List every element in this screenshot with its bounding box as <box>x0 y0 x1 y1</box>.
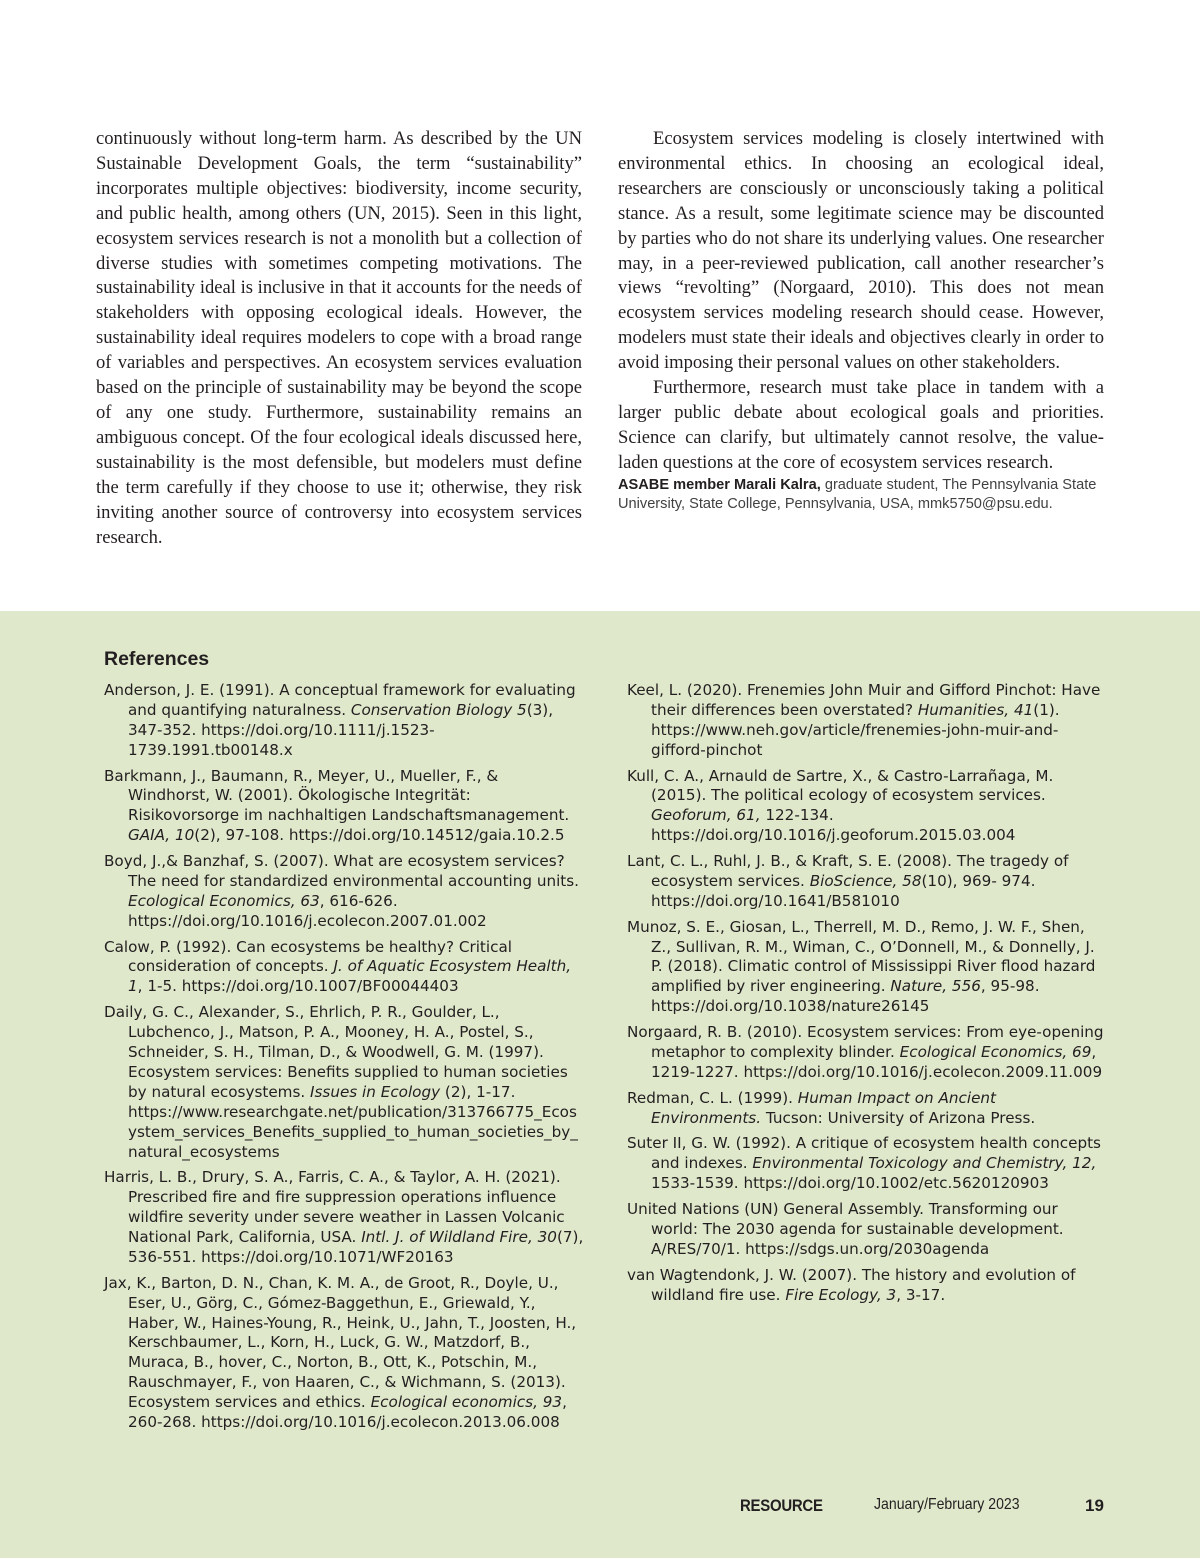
references-column-left <box>104 681 584 1439</box>
reference-text: Keel, L. (2020). Frenemies John Muir and Gifford Pinchot: Have their differences been overstated? <box>627 681 1101 719</box>
author-name: ASABE member Marali Kalra, <box>618 476 821 493</box>
reference-text: , 616-626. https://doi.org/10.1016/j.ecolecon.2007.01.002 <box>128 891 487 930</box>
reference-source: Nature, 556 <box>890 977 981 996</box>
reference-entry <box>627 1266 1107 1306</box>
reference-text: 122-134. https://doi.org/10.1016/j.geoforum.2015.03.004 <box>651 806 1016 845</box>
reference-source: GAIA, 10 <box>128 826 195 845</box>
page-number: 19 <box>1085 1496 1104 1515</box>
reference-entry <box>627 1134 1107 1194</box>
reference-text: Lant, C. L., Ruhl, J. B., & Kraft, S. E. (2008). The tragedy of ecosystem services. <box>627 852 1069 890</box>
reference-text: Jax, K., Barton, D. N., Chan, K. M. A., de Groot, R., Doyle, U., Eser, U., Görg, C., Gómez-Baggethun, E., Griewald, Y., Haber, W., Haines-Young, R., Heink, U., Jahn, T., Joosten, H., Kerschbaumer, L., Korn, H., Luck, G. W., Matzdorf, B., Muraca, B., hover, C., Norton, B., Ott, K., Potschin, M., Rauschmayer, F., von Haaren, C., & Wichmann, S. (2013). Ecosystem services and ethics. <box>104 1273 577 1412</box>
reference-text: Harris, L. B., Drury, S. A., Farris, C. A., & Taylor, A. H. (2021). Prescribed fire and fire suppression operations influence wildfire severity under severe weather in Lassen Volcanic National Park, California, USA. <box>104 1168 565 1247</box>
article-column-left <box>96 127 582 550</box>
reference-source: Fire Ecology, 3 <box>785 1285 897 1304</box>
reference-entry <box>104 1168 584 1268</box>
reference-source: Environmental Toxicology and Chemistry, 12, <box>752 1154 1097 1173</box>
reference-entry <box>627 1023 1107 1083</box>
reference-entry <box>104 1274 584 1433</box>
reference-text: Boyd, J.,& Banzhaf, S. (2007). What are ecosystem services? The need for standardized environmental accounting units. <box>104 852 579 890</box>
issue-date: January/February 2023 <box>874 1496 1020 1513</box>
author-bio <box>618 476 1104 515</box>
reference-text: (2), 1-17. https://www.researchgate.net/publication/313766775_Ecosystem_services_Benefits_supplied_to_human_societies_by_natural_ecosystems <box>128 1082 578 1161</box>
reference-text: (2), 97-108. https://doi.org/10.14512/gaia.10.2.5 <box>194 826 565 845</box>
body-paragraph: Ecosystem services modeling is closely intertwined with environmental ethics. In choosing an ecological ideal, researchers are consciously or unconsciously taking a political stance. As a result, some legitimate science may be discounted by parties who do not share its underlying values. One researcher may, in a peer-reviewed publication, call another researcher’s views “revolting” (Norgaard, 2010). This does not mean ecosystem services modeling research should cease. However, modelers must state their ideals and objectives clearly in order to avoid imposing their personal values on other stakeholders. <box>618 128 1104 374</box>
reference-text: Munoz, S. E., Giosan, L., Therrell, M. D., Remo, J. W. F., Shen, Z., Sullivan, R. M., Wiman, C., O’Donnell, M., & Donnelly, J. P. (2018). Climatic control of Mississippi River flood hazard amplified by river engineering. <box>627 917 1096 996</box>
reference-text: (10), 969- 974. https://doi.org/10.1641/B581010 <box>651 871 1036 910</box>
reference-source: BioScience, 58 <box>809 871 922 890</box>
reference-text: Tucson: University of Arizona Press. <box>761 1108 1036 1127</box>
reference-source: J. of Aquatic Ecosystem Health, 1 <box>128 957 572 996</box>
reference-text: Suter II, G. W. (1992). A critique of ecosystem health concepts and indexes. <box>627 1134 1101 1173</box>
reference-entry <box>104 1003 584 1162</box>
reference-text: 1533-1539. https://doi.org/10.1002/etc.5620120903 <box>651 1174 1049 1193</box>
reference-text: (7), 536-551. https://doi.org/10.1071/WF20163 <box>128 1228 584 1266</box>
reference-text: Calow, P. (1992). Can ecosystems be healthy? Critical consideration of concepts. <box>104 937 512 976</box>
reference-text: , 260-268. https://doi.org/10.1016/j.ecolecon.2013.06.008 <box>128 1393 567 1432</box>
references-heading: References <box>104 648 210 670</box>
reference-text: , 3-17. <box>896 1285 946 1304</box>
reference-entry <box>627 852 1107 912</box>
reference-entry <box>627 767 1107 847</box>
reference-entry <box>627 1200 1107 1260</box>
reference-source: Issues in Ecology <box>310 1082 441 1101</box>
reference-text: Daily, G. C., Alexander, S., Ehrlich, P. R., Goulder, L., Lubchenco, J., Matson, P. A., Mooney, H. A., Postel, S., Schneider, S. H., Tilman, D., & Woodwell, G. M. (1997). Ecosystem services: Benefits supplied to human societies by natural ecosystems. <box>104 1003 568 1101</box>
reference-text: (3), 347-352. https://doi.org/10.1111/j.1523-1739.1991.tb00148.x <box>128 700 554 759</box>
reference-text: Norgaard, R. B. (2010). Ecosystem services: From eye-opening metaphor to complexity blinder. <box>627 1023 1104 1061</box>
reference-entry <box>104 938 584 998</box>
reference-text: , 1-5. https://doi.org/10.1007/BF00044403 <box>137 977 459 996</box>
reference-entry <box>104 681 584 761</box>
body-paragraph: Furthermore, research must take place in tandem with a larger public debate about ecological goals and priorities. Science can clarify, but ultimately cannot resolve, the value-laden questions at the core of ecosystem services research. <box>618 377 1104 473</box>
reference-text: Redman, C. L. (1999). <box>627 1088 798 1107</box>
reference-source: Humanities, 41 <box>917 700 1034 719</box>
reference-text: Barkmann, J., Baumann, R., Meyer, U., Mueller, F., & Windhorst, W. (2001). Ökologische Integrität: Risikovorsorge im nachhaltigen Landschaftsmanagement. <box>104 766 570 825</box>
reference-source: Human Impact on Ancient Environments. <box>651 1088 996 1127</box>
reference-source: Ecological economics, 93 <box>370 1393 563 1412</box>
reference-entry <box>627 681 1107 761</box>
reference-text: , 95-98. https://doi.org/10.1038/nature26145 <box>651 977 1040 1016</box>
article-column-right <box>618 127 1104 515</box>
reference-entry <box>104 767 584 847</box>
magazine-name: RESOURCE <box>740 1496 823 1515</box>
references-column-right <box>627 681 1107 1311</box>
reference-text: van Wagtendonk, J. W. (2007). The history and evolution of wildland fire use. <box>627 1265 1076 1304</box>
reference-entry <box>627 1089 1107 1129</box>
reference-source: Ecological Economics, 69 <box>899 1042 1092 1061</box>
reference-source: Ecological Economics, 63 <box>128 891 320 910</box>
reference-text: Kull, C. A., Arnauld de Sartre, X., & Castro-Larrañaga, M. (2015). The political ecology of ecosystem services. <box>627 766 1054 805</box>
reference-source: Intl. J. of Wildland Fire, 30 <box>361 1228 557 1247</box>
reference-source: Geoforum, 61, <box>651 806 761 825</box>
reference-entry <box>104 852 584 932</box>
reference-text: United Nations (UN) General Assembly. Transforming our world: The 2030 agenda for sustainable development. A/RES/70/1. https://sdgs.un.org/2030agenda <box>627 1199 1064 1258</box>
reference-text: Anderson, J. E. (1991). A conceptual framework for evaluating and quantifying naturalness. <box>104 681 576 719</box>
reference-text: (1). https://www.neh.gov/article/frenemies-john-muir-and-gifford-pinchot <box>651 700 1060 759</box>
author-details: graduate student, The Pennsylvania State University, State College, Pennsylvania, USA, mmk5750@psu.edu. <box>618 476 1097 513</box>
reference-entry <box>627 918 1107 1018</box>
body-paragraph: continuously without long-term harm. As described by the UN Sustainable Development Goals, the term “sustainability” incorporates multiple objectives: biodiversity, income security, and public health, among others (UN, 2015). Seen in this light, ecosystem services research is not a monolith but a collection of diverse studies with sometimes competing motivations. The sustainability ideal is inclusive in that it accounts for the needs of stakeholders with opposing ecological ideals. However, the sustainability ideal requires modelers to cope with a broad range of variables and perspectives. An ecosystem services evaluation based on the principle of sustainability may be beyond the scope of any one study. Furthermore, sustainability remains an ambiguous concept. Of the four ecological ideals discussed here, sustainability is the most defensible, but modelers must define the term carefully if they choose to use it; otherwise, they risk inviting another source of controversy into ecosystem services research. <box>96 128 582 548</box>
reference-source: Conservation Biology 5 <box>350 700 527 719</box>
reference-text: , 1219-1227. https://doi.org/10.1016/j.ecolecon.2009.11.009 <box>651 1042 1103 1081</box>
